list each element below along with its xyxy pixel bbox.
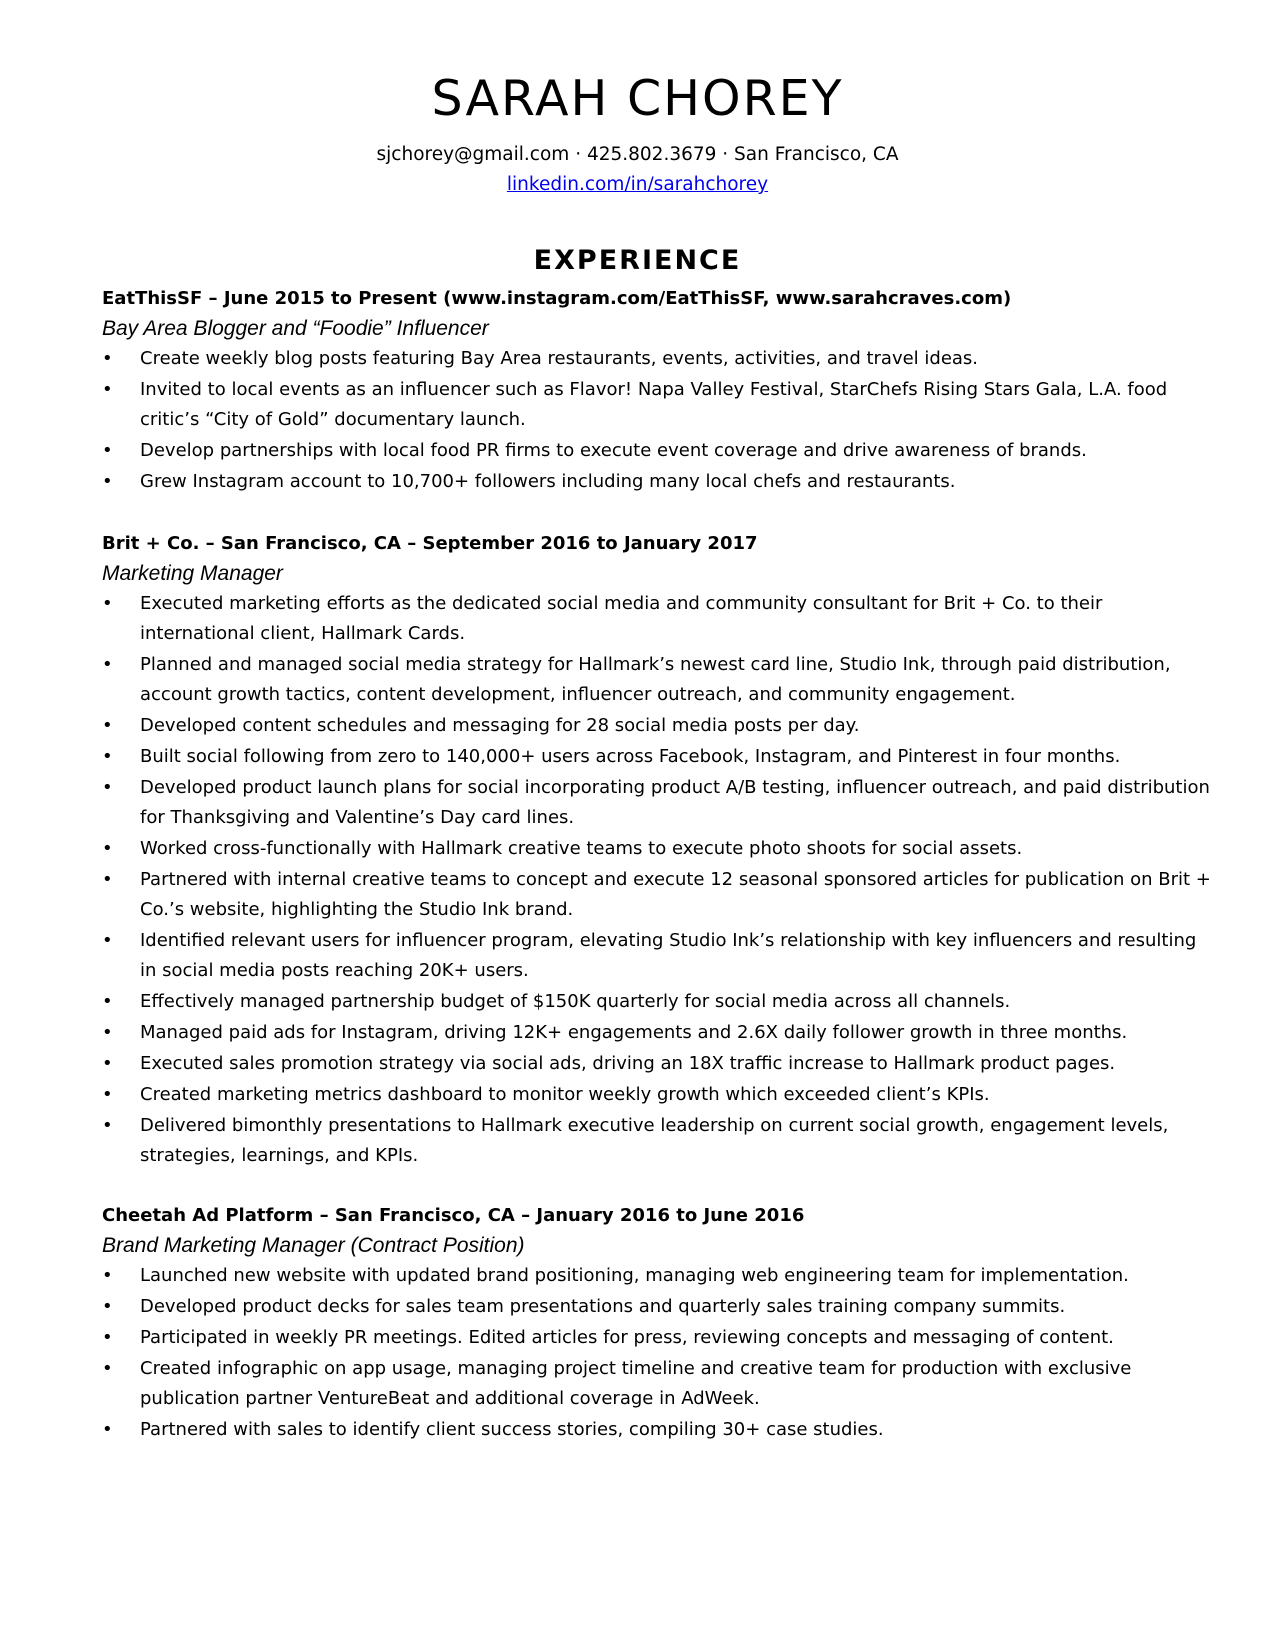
bullet-icon: • <box>102 379 113 400</box>
job-heading: EatThisSF – June 2015 to Present (www.instagram.com/EatThisSF, www.sarahcraves.com) <box>102 288 1012 309</box>
bullet-icon: • <box>102 1084 113 1105</box>
bullet-icon: • <box>102 930 113 951</box>
bullet-icon: • <box>102 1022 113 1043</box>
bullet-icon: • <box>102 654 113 675</box>
bullet-item: • Developed content schedules and messaging for 28 social media posts per day. <box>102 711 1212 741</box>
bullet-item: • Executed sales promotion strategy via social ads, driving an 18X traffic increase to Hallmark product pages. <box>102 1049 1212 1079</box>
bullet-icon: • <box>102 593 113 614</box>
job-bullets <box>102 1261 1212 1445</box>
job-entry-cheetah <box>102 1201 1212 1446</box>
bullet-icon: • <box>102 1358 113 1379</box>
bullet-item: • Create weekly blog posts featuring Bay Area restaurants, events, activities, and travel ideas. <box>102 344 1212 374</box>
bullet-icon: • <box>102 348 113 369</box>
bullet-item: • Created infographic on app usage, managing project timeline and creative team for production with exclusive publication partner VentureBeat and additional coverage in AdWeek. <box>102 1354 1212 1414</box>
bullet-icon: • <box>102 1419 113 1440</box>
bullet-icon: • <box>102 440 113 461</box>
contact-block <box>0 140 1275 200</box>
bullet-item: • Participated in weekly PR meetings. Edited articles for press, reviewing concepts and messaging of content. <box>102 1323 1212 1353</box>
job-role: Brand Marketing Manager (Contract Position) <box>102 1234 525 1257</box>
bullet-icon: • <box>102 1115 113 1136</box>
bullet-item: • Worked cross-functionally with Hallmark creative teams to execute photo shoots for social assets. <box>102 834 1212 864</box>
bullet-item: • Launched new website with updated brand positioning, managing web engineering team for implementation. <box>102 1261 1212 1291</box>
bullet-item: • Develop partnerships with local food PR firms to execute event coverage and drive awareness of brands. <box>102 436 1212 466</box>
bullet-item: • Developed product decks for sales team presentations and quarterly sales training company summits. <box>102 1292 1212 1322</box>
bullet-icon: • <box>102 746 113 767</box>
job-heading: Cheetah Ad Platform – San Francisco, CA – January 2016 to June 2016 <box>102 1205 805 1226</box>
bullet-item: • Grew Instagram account to 10,700+ followers including many local chefs and restaurants. <box>102 467 1212 497</box>
bullet-icon: • <box>102 471 113 492</box>
bullet-icon: • <box>102 1053 113 1074</box>
bullet-icon: • <box>102 777 113 798</box>
job-bullets <box>102 589 1212 1171</box>
candidate-name: SARAH CHOREY <box>431 70 844 127</box>
bullet-icon: • <box>102 1296 113 1317</box>
bullet-item: • Executed marketing efforts as the dedicated social media and community consultant for Brit + Co. to their international client, Hallmark Cards. <box>102 589 1212 649</box>
bullet-icon: • <box>102 838 113 859</box>
job-bullets <box>102 344 1212 497</box>
linkedin-link[interactable]: linkedin.com/in/sarahchorey <box>506 174 769 195</box>
job-entry-eatthissf <box>102 284 1212 498</box>
bullet-icon: • <box>102 1327 113 1348</box>
bullet-item: • Managed paid ads for Instagram, driving 12K+ engagements and 2.6X daily follower growth in three months. <box>102 1018 1212 1048</box>
job-role: Marketing Manager <box>102 562 283 585</box>
bullet-item: • Built social following from zero to 140,000+ users across Facebook, Instagram, and Pinterest in four months. <box>102 742 1212 772</box>
bullet-icon: • <box>102 869 113 890</box>
bullet-icon: • <box>102 1265 113 1286</box>
bullet-item: • Planned and managed social media strategy for Hallmark’s newest card line, Studio Ink, through paid distribution, account growth tactics, content development, influencer outreach, and community engagement. <box>102 650 1212 710</box>
bullet-item: • Developed product launch plans for social incorporating product A/B testing, influencer outreach, and paid distribution for Thanksgiving and Valentine’s Day card lines. <box>102 773 1212 833</box>
bullet-icon: • <box>102 715 113 736</box>
bullet-icon: • <box>102 991 113 1012</box>
job-entry-brit-co <box>102 529 1212 1172</box>
bullet-item: • Created marketing metrics dashboard to monitor weekly growth which exceeded client’s KPIs. <box>102 1080 1212 1110</box>
bullet-item: • Partnered with internal creative teams to concept and execute 12 seasonal sponsored articles for publication on Brit + Co.’s website, highlighting the Studio Ink brand. <box>102 865 1212 925</box>
contact-line: sjchorey@gmail.com · 425.802.3679 · San Francisco, CA <box>376 144 899 165</box>
bullet-item: • Identified relevant users for influencer program, elevating Studio Ink’s relationship with key influencers and resulting in social media posts reaching 20K+ users. <box>102 926 1212 986</box>
bullet-item: • Delivered bimonthly presentations to Hallmark executive leadership on current social growth, engagement levels, strategies, learnings, and KPIs. <box>102 1111 1212 1171</box>
job-heading: Brit + Co. – San Francisco, CA – September 2016 to January 2017 <box>102 533 758 554</box>
bullet-item: • Effectively managed partnership budget of $150K quarterly for social media across all channels. <box>102 987 1212 1017</box>
job-role: Bay Area Blogger and “Foodie” Influencer <box>102 317 489 340</box>
section-title-experience: EXPERIENCE <box>533 245 742 276</box>
bullet-item: • Partnered with sales to identify client success stories, compiling 30+ case studies. <box>102 1415 1212 1445</box>
bullet-item: • Invited to local events as an influencer such as Flavor! Napa Valley Festival, StarChefs Rising Stars Gala, L.A. food critic’s “City of Gold” documentary launch. <box>102 375 1212 435</box>
